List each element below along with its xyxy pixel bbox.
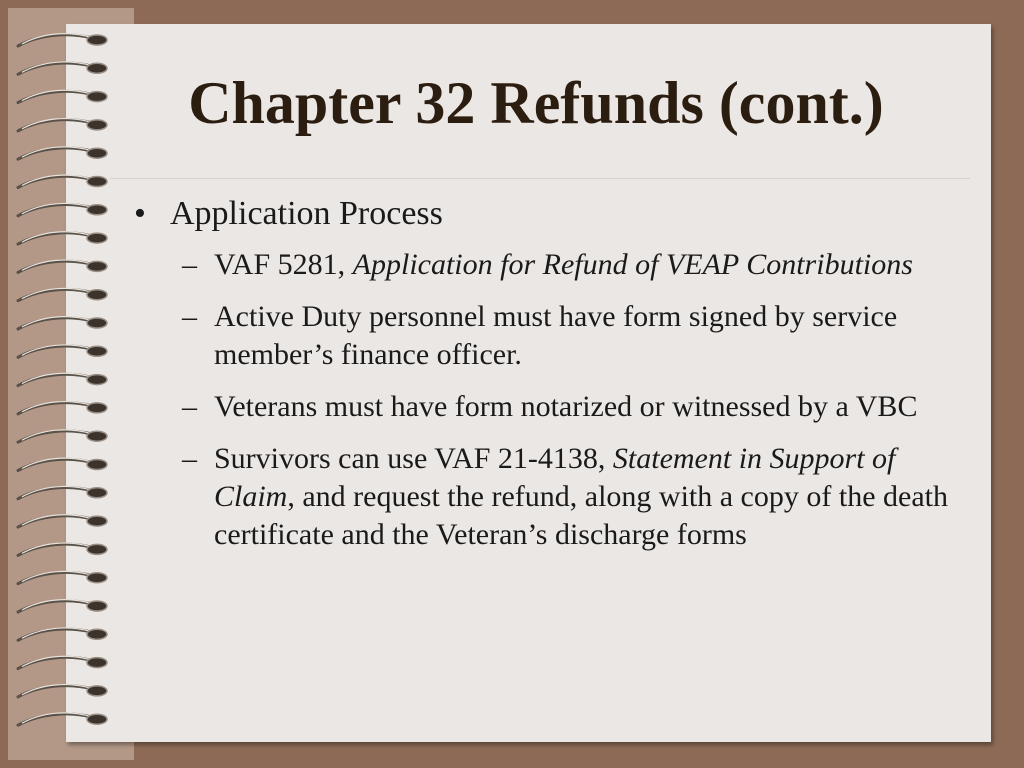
spiral-hole bbox=[87, 658, 107, 668]
spiral-hole bbox=[87, 205, 107, 215]
sub-item-vaf-5281 bbox=[130, 246, 980, 284]
sub-marker: – bbox=[182, 248, 197, 281]
spiral-hole bbox=[87, 290, 107, 300]
sub-item-plain: Survivors can use VAF 21-4138, bbox=[214, 442, 613, 475]
sub-item-veterans bbox=[130, 388, 980, 426]
sub-marker: – bbox=[182, 300, 197, 333]
sub-item-plain-after: , and request the refund, along with a copy of the death certificate and the Veteran’s discharge forms bbox=[214, 480, 948, 551]
spiral-hole bbox=[87, 35, 107, 45]
sub-marker: – bbox=[182, 442, 197, 475]
spiral-hole bbox=[87, 516, 107, 526]
slide-content bbox=[130, 192, 980, 554]
spiral-hole bbox=[87, 686, 107, 696]
spiral-hole bbox=[87, 346, 107, 356]
sub-item-text bbox=[214, 388, 980, 426]
slide-title: Chapter 32 Refunds (cont.) bbox=[188, 70, 884, 136]
bullet-text: Application Process bbox=[170, 195, 443, 232]
sub-item-active-duty bbox=[130, 298, 980, 374]
sub-item-survivors bbox=[130, 440, 980, 554]
sub-marker: – bbox=[182, 390, 197, 423]
spiral-hole bbox=[87, 318, 107, 328]
bullet-application-process bbox=[130, 192, 980, 236]
spiral-hole bbox=[87, 148, 107, 158]
spiral-hole bbox=[87, 601, 107, 611]
sub-item-text bbox=[214, 246, 980, 284]
sub-item-italic: Application for Refund of VEAP Contributions bbox=[352, 248, 913, 281]
spiral-hole bbox=[87, 431, 107, 441]
spiral-hole bbox=[87, 488, 107, 498]
sub-item-plain: VAF 5281, bbox=[214, 248, 353, 281]
spiral-hole bbox=[87, 460, 107, 470]
bullet-marker: • bbox=[134, 195, 146, 232]
spiral-hole bbox=[87, 233, 107, 243]
sub-item-text bbox=[214, 298, 980, 374]
sub-item-plain: Active Duty personnel must have form signed by service member’s finance officer. bbox=[214, 300, 898, 371]
spiral-hole bbox=[87, 573, 107, 583]
sub-item-plain: Veterans must have form notarized or witnessed by a VBC bbox=[214, 390, 918, 423]
spiral-hole bbox=[87, 261, 107, 271]
spiral-hole bbox=[87, 177, 107, 187]
spiral-hole bbox=[87, 403, 107, 413]
spiral-hole bbox=[87, 375, 107, 385]
title-divider bbox=[110, 178, 970, 179]
sub-item-italic: Statement in Support of Claim bbox=[214, 442, 896, 513]
spiral-hole bbox=[87, 544, 107, 554]
sub-item-text bbox=[214, 440, 980, 554]
spiral-hole bbox=[87, 714, 107, 724]
spiral-hole bbox=[87, 629, 107, 639]
